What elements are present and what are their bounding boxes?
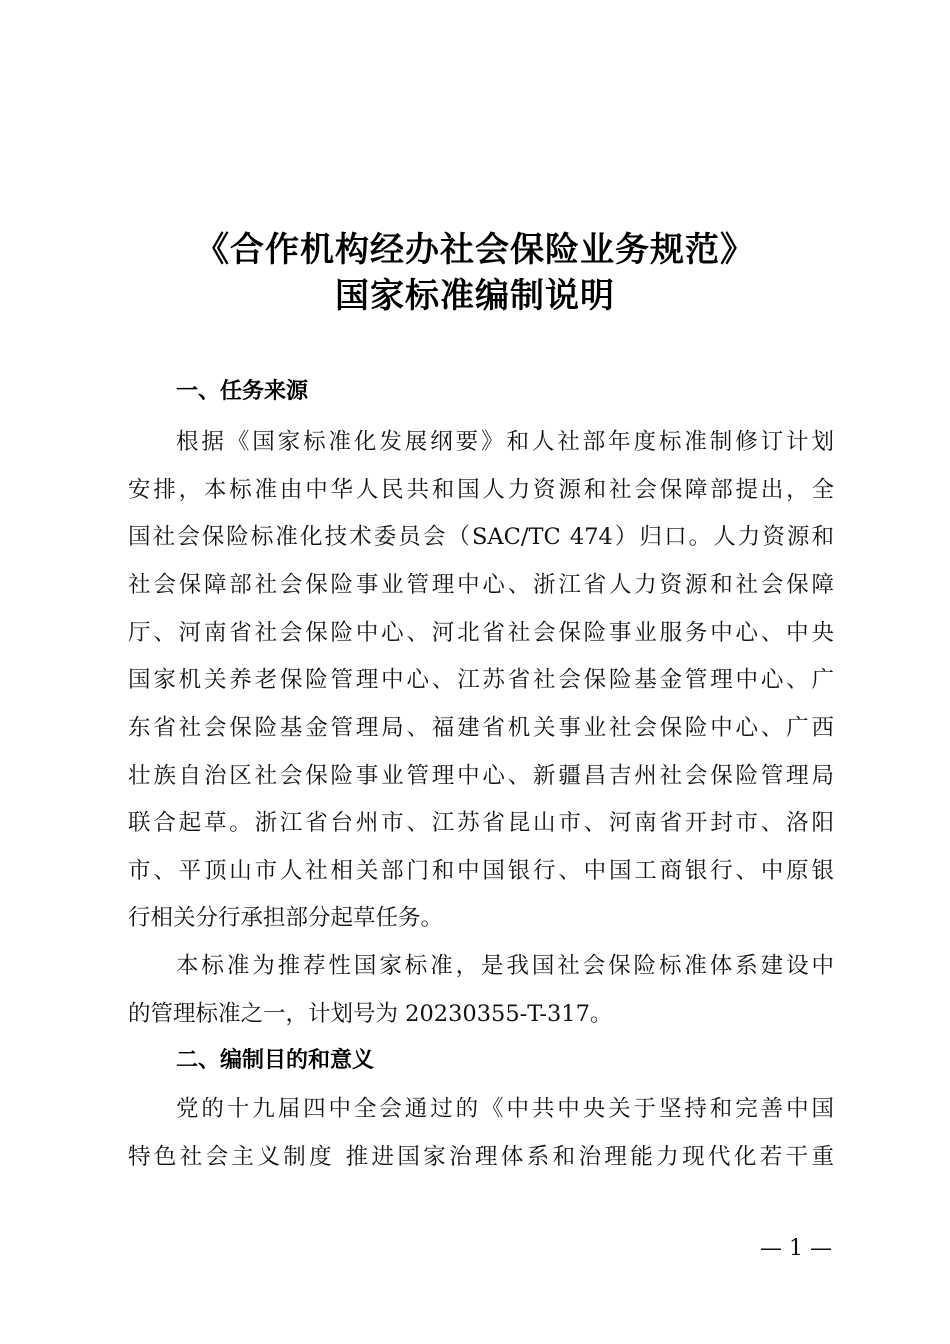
paragraph-line: 联合起草。浙江省台州市、江苏省昆山市、河南省开封市、洛阳: [128, 810, 834, 836]
paragraph-line: 市、平顶山市人社相关部门和中国银行、中国工商银行、中原银: [128, 858, 834, 884]
paragraph-line: 厅、河南省社会保险中心、河北省社会保险事业服务中心、中央: [128, 620, 834, 646]
paragraph-line: 特色社会主义制度 推进国家治理体系和治理能力现代化若干重: [128, 1144, 834, 1170]
page-number: — 1 —: [760, 1236, 832, 1261]
paragraph-line: 东省社会保险基金管理局、福建省机关事业社会保险中心、广西: [128, 715, 834, 741]
paragraph-line: 的管理标准之一，计划号为 20230355-T-317。: [128, 1001, 613, 1027]
paragraph-line: 本标准为推荐性国家标准，是我国社会保险标准体系建设中: [176, 953, 834, 979]
section-heading-task-source: 一、任务来源: [176, 379, 309, 404]
document-title: 《合作机构经办社会保险业务规范》: [195, 230, 755, 270]
paragraph-line: 党的十九届四中全会通过的《中共中央关于坚持和完善中国: [176, 1096, 834, 1122]
paragraph-line: 行相关分行承担部分起草任务。: [128, 905, 444, 931]
paragraph-line: 国家机关养老保险管理中心、江苏省社会保险基金管理中心、广: [128, 667, 834, 693]
document-subtitle: 国家标准编制说明: [335, 276, 615, 316]
section-heading-purpose: 二、编制目的和意义: [176, 1048, 375, 1073]
paragraph-line: 根据《国家标准化发展纲要》和人社部年度标准制修订计划: [176, 429, 834, 455]
paragraph-line: 国社会保险标准化技术委员会（SAC/TC 474）归口。人力资源和: [128, 524, 834, 550]
paragraph-line: 壮族自治区社会保险事业管理中心、新疆昌吉州社会保险管理局: [128, 763, 834, 789]
paragraph-line: 安排，本标准由中华人民共和国人力资源和社会保障部提出，全: [128, 477, 834, 503]
paragraph-line: 社会保障部社会保险事业管理中心、浙江省人力资源和社会保障: [128, 572, 834, 598]
